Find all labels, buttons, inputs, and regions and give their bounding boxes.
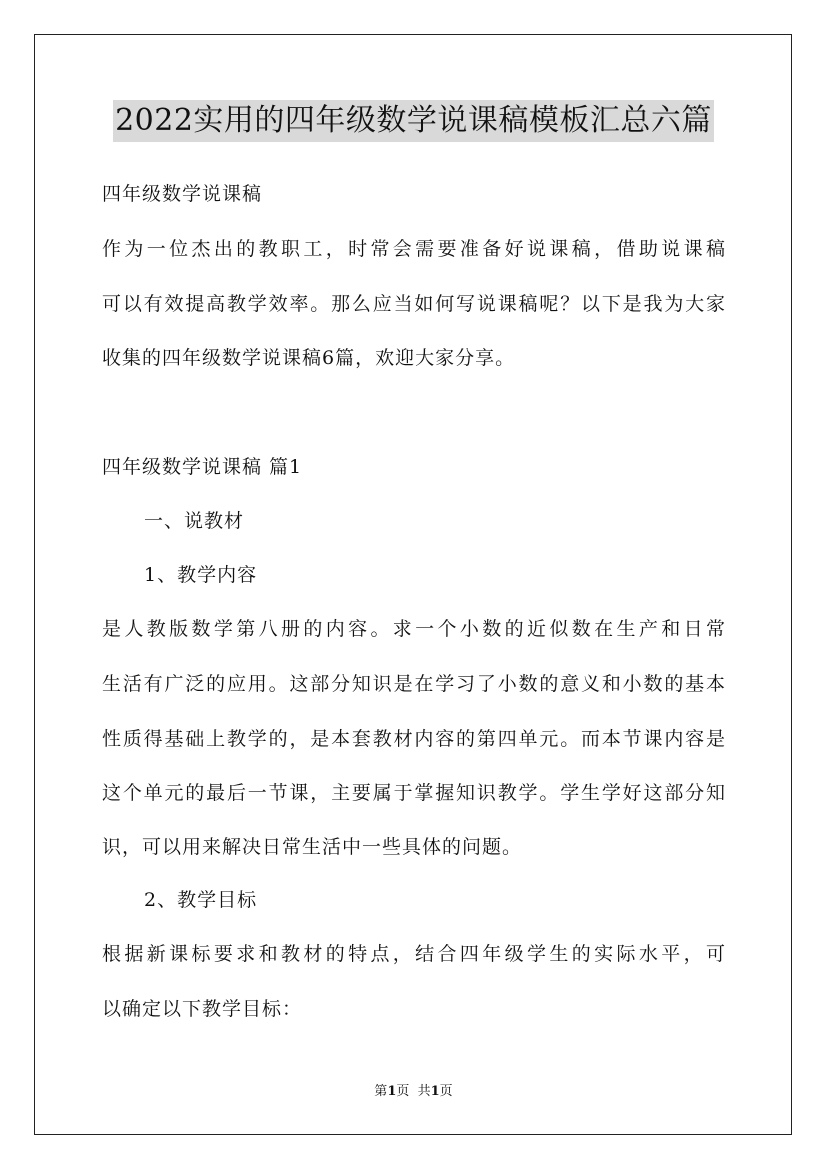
page-total: 1 xyxy=(430,1084,440,1099)
page-label-suffix: 页 xyxy=(439,1084,453,1099)
paragraph-line: 是人教版数学第八册的内容。求一个小数的近似数在生产和日常 xyxy=(102,618,726,640)
page-label-mid: 页 共 xyxy=(396,1084,431,1099)
outline-heading: 1、教学内容 xyxy=(144,564,258,586)
outline-heading: 一、说教材 xyxy=(144,510,245,532)
page-footer xyxy=(0,1083,827,1101)
paragraph-line: 作为一位杰出的教职工，时常会需要准备好说课稿，借助说课稿 xyxy=(102,238,726,260)
outline-heading: 2、教学目标 xyxy=(144,889,258,911)
subsection-heading: 四年级数学说课稿 篇1 xyxy=(102,456,303,478)
paragraph-line: 识，可以用来解决日常生活中一些具体的问题。 xyxy=(102,836,523,858)
paragraph-line: 根据新课标要求和教材的特点，结合四年级学生的实际水平，可 xyxy=(102,943,726,965)
paragraph-line: 性质得基础上教学的，是本套教材内容的第四单元。而本节课内容是 xyxy=(102,728,726,750)
page-current: 1 xyxy=(387,1084,397,1099)
title-container xyxy=(0,100,827,142)
paragraph-line: 以确定以下教学目标： xyxy=(102,998,303,1020)
page-label-prefix: 第 xyxy=(374,1084,388,1099)
paragraph-line: 生活有广泛的应用。这部分知识是在学习了小数的意义和小数的基本 xyxy=(102,673,726,695)
paragraph-line: 收集的四年级数学说课稿6篇，欢迎大家分享。 xyxy=(102,347,516,369)
paragraph-line: 这个单元的最后一节课，主要属于掌握知识教学。学生学好这部分知 xyxy=(102,782,726,804)
document-title: 2022实用的四年级数学说课稿模板汇总六篇 xyxy=(113,100,714,142)
section-heading: 四年级数学说课稿 xyxy=(102,183,263,205)
paragraph-line: 可以有效提高教学效率。那么应当如何写说课稿呢？以下是我为大家 xyxy=(102,293,726,315)
